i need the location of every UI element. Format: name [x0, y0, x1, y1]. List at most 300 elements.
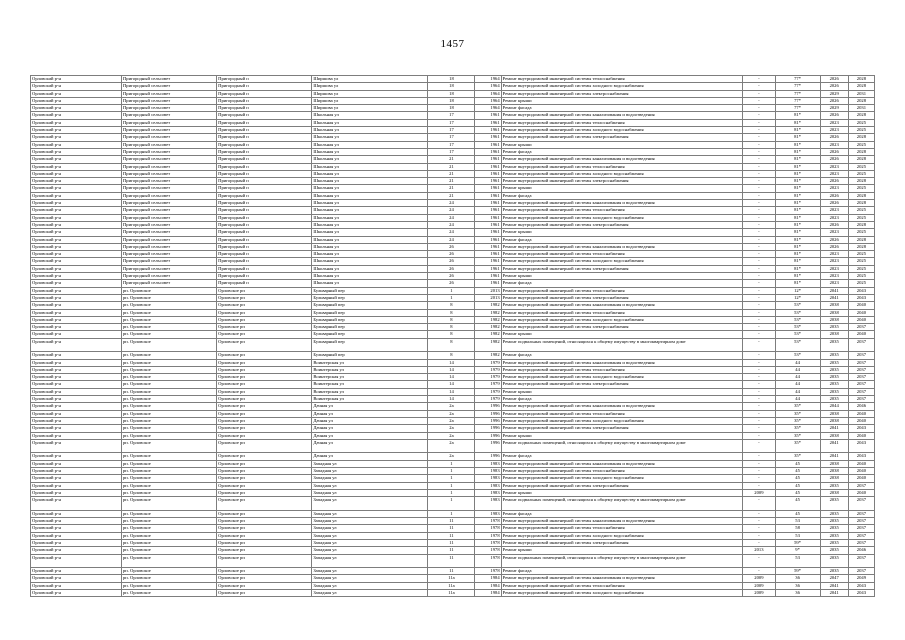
- house-number-cell: 24: [428, 236, 475, 243]
- street-cell: Бульварный пер: [312, 352, 428, 359]
- build-year-cell: 1961: [475, 134, 501, 141]
- municipality-cell: Пригородный сельсовет: [121, 221, 216, 228]
- build-year-cell: 1961: [475, 119, 501, 126]
- district-cell: Орловский р-н: [31, 510, 122, 517]
- start-year-cell: 2023: [820, 185, 848, 192]
- last-repair-year-cell: -: [743, 90, 775, 97]
- table-row: [31, 453, 875, 460]
- street-cell: Школьная ул: [312, 273, 428, 280]
- house-number-cell: 18: [428, 90, 475, 97]
- start-year-cell: 2035: [820, 547, 848, 554]
- last-repair-year-cell: 2009: [743, 590, 775, 597]
- last-repair-year-cell: -: [743, 280, 775, 287]
- start-year-cell: 2041: [820, 294, 848, 301]
- work-type-cell: Ремонт внутридомовой инженерной системы канализования и водоотведения: [501, 460, 743, 467]
- wear-cell: 81*: [775, 178, 820, 185]
- street-cell: Школьная ул: [312, 243, 428, 250]
- settlement-cell: Орловское рп: [217, 439, 312, 453]
- end-year-cell: 2025: [848, 163, 874, 170]
- table-row: [31, 352, 875, 359]
- house-number-cell: 1: [428, 468, 475, 475]
- wear-cell: 45: [775, 475, 820, 482]
- start-year-cell: 2035: [820, 324, 848, 331]
- start-year-cell: 2029: [820, 105, 848, 112]
- street-cell: Школьная ул: [312, 156, 428, 163]
- last-repair-year-cell: -: [743, 251, 775, 258]
- house-number-cell: 1: [428, 294, 475, 301]
- start-year-cell: 2041: [820, 425, 848, 432]
- work-type-cell: Ремонт фасада: [501, 192, 743, 199]
- table-row: [31, 221, 875, 228]
- street-cell: Школьная ул: [312, 178, 428, 185]
- municipality-cell: Пригородный сельсовет: [121, 265, 216, 272]
- last-repair-year-cell: -: [743, 178, 775, 185]
- build-year-cell: 1961: [475, 127, 501, 134]
- wear-cell: 53*: [775, 331, 820, 338]
- wear-cell: 81*: [775, 112, 820, 119]
- settlement-cell: Пригородный п: [217, 243, 312, 250]
- district-cell: Орловский р-н: [31, 359, 122, 366]
- settlement-cell: Орловское рп: [217, 352, 312, 359]
- municipality-cell: рп. Орловское: [121, 518, 216, 525]
- start-year-cell: 2026: [820, 76, 848, 83]
- street-cell: Западная ул: [312, 489, 428, 496]
- work-type-cell: Ремонт внутридомовой инженерной системы холодного водоснабжения: [501, 475, 743, 482]
- district-cell: Орловский р-н: [31, 83, 122, 90]
- municipality-cell: Пригородный сельсовет: [121, 141, 216, 148]
- start-year-cell: 2041: [820, 439, 848, 453]
- house-number-cell: 11а: [428, 582, 475, 589]
- end-year-cell: 2043: [848, 590, 874, 597]
- wear-cell: 12*: [775, 294, 820, 301]
- settlement-cell: Пригородный п: [217, 258, 312, 265]
- build-year-cell: 1979: [475, 359, 501, 366]
- wear-cell: 53: [775, 532, 820, 539]
- house-number-cell: 1: [428, 475, 475, 482]
- settlement-cell: Пригородный п: [217, 156, 312, 163]
- municipality-cell: рп. Орловское: [121, 294, 216, 301]
- wear-cell: 44: [775, 374, 820, 381]
- table-row: [31, 200, 875, 207]
- house-number-cell: 24: [428, 214, 475, 221]
- work-type-cell: Ремонт внутридомовой инженерной системы холодного водоснабжения: [501, 83, 743, 90]
- end-year-cell: 2037: [848, 525, 874, 532]
- table-row: [31, 568, 875, 575]
- municipality-cell: Пригородный сельсовет: [121, 83, 216, 90]
- house-number-cell: 11: [428, 532, 475, 539]
- last-repair-year-cell: -: [743, 170, 775, 177]
- build-year-cell: 1978: [475, 532, 501, 539]
- end-year-cell: 2040: [848, 468, 874, 475]
- table-row: [31, 302, 875, 309]
- house-number-cell: 26: [428, 280, 475, 287]
- end-year-cell: 2025: [848, 229, 874, 236]
- settlement-cell: Орловское рп: [217, 396, 312, 403]
- district-cell: Орловский р-н: [31, 156, 122, 163]
- house-number-cell: 17: [428, 119, 475, 126]
- work-type-cell: Ремонт внутридомовой инженерной системы электроснабжения: [501, 294, 743, 301]
- work-type-cell: Ремонт фасада: [501, 105, 743, 112]
- house-number-cell: 14: [428, 388, 475, 395]
- district-cell: Орловский р-н: [31, 590, 122, 597]
- end-year-cell: 2037: [848, 396, 874, 403]
- end-year-cell: 2046: [848, 403, 874, 410]
- end-year-cell: 2040: [848, 302, 874, 309]
- street-cell: Западная ул: [312, 460, 428, 467]
- last-repair-year-cell: -: [743, 112, 775, 119]
- work-type-cell: Ремонт подвальных помещений, относящихся к общему имуществу в многоквартирном доме: [501, 338, 743, 352]
- last-repair-year-cell: -: [743, 338, 775, 352]
- last-repair-year-cell: -: [743, 381, 775, 388]
- street-cell: Дачная ул: [312, 410, 428, 417]
- last-repair-year-cell: -: [743, 302, 775, 309]
- street-cell: Воинтерская ул: [312, 359, 428, 366]
- house-number-cell: 1: [428, 497, 475, 511]
- settlement-cell: Орловское рп: [217, 582, 312, 589]
- house-number-cell: 24: [428, 229, 475, 236]
- district-cell: Орловский р-н: [31, 432, 122, 439]
- district-cell: Орловский р-н: [31, 112, 122, 119]
- municipality-cell: Пригородный сельсовет: [121, 243, 216, 250]
- start-year-cell: 2038: [820, 460, 848, 467]
- build-year-cell: 1978: [475, 568, 501, 575]
- build-year-cell: 1982: [475, 352, 501, 359]
- municipality-cell: рп. Орловское: [121, 352, 216, 359]
- end-year-cell: 2037: [848, 568, 874, 575]
- start-year-cell: 2026: [820, 148, 848, 155]
- end-year-cell: 2037: [848, 532, 874, 539]
- build-year-cell: 1982: [475, 316, 501, 323]
- build-year-cell: 1961: [475, 163, 501, 170]
- district-cell: Орловский р-н: [31, 178, 122, 185]
- settlement-cell: Орловское рп: [217, 540, 312, 547]
- wear-cell: 81*: [775, 243, 820, 250]
- work-type-cell: Ремонт внутридомовой инженерной системы холодного водоснабжения: [501, 374, 743, 381]
- settlement-cell: Орловское рп: [217, 510, 312, 517]
- house-number-cell: 2а: [428, 403, 475, 410]
- last-repair-year-cell: -: [743, 432, 775, 439]
- work-type-cell: Ремонт внутридомовой инженерной системы электроснабжения: [501, 482, 743, 489]
- municipality-cell: Пригородный сельсовет: [121, 90, 216, 97]
- municipality-cell: рп. Орловское: [121, 460, 216, 467]
- build-year-cell: 1978: [475, 547, 501, 554]
- build-year-cell: 1984: [475, 590, 501, 597]
- street-cell: Школьная ул: [312, 119, 428, 126]
- street-cell: Школьная ул: [312, 236, 428, 243]
- settlement-cell: Орловское рп: [217, 489, 312, 496]
- district-cell: Орловский р-н: [31, 134, 122, 141]
- work-type-cell: Ремонт внутридомовой инженерной системы канализования и водоотведения: [501, 575, 743, 582]
- wear-cell: 45: [775, 489, 820, 496]
- work-type-cell: Ремонт внутридомовой инженерной системы канализования и водоотведения: [501, 359, 743, 366]
- last-repair-year-cell: -: [743, 221, 775, 228]
- last-repair-year-cell: -: [743, 83, 775, 90]
- build-year-cell: 1979: [475, 374, 501, 381]
- settlement-cell: Орловское рп: [217, 525, 312, 532]
- municipality-cell: рп. Орловское: [121, 316, 216, 323]
- work-type-cell: Ремонт внутридомовой инженерной системы холодного водоснабжения: [501, 532, 743, 539]
- wear-cell: 53*: [775, 302, 820, 309]
- street-cell: Западная ул: [312, 575, 428, 582]
- table-row: [31, 396, 875, 403]
- district-cell: Орловский р-н: [31, 381, 122, 388]
- table-row: [31, 331, 875, 338]
- house-number-cell: 17: [428, 134, 475, 141]
- build-year-cell: 1961: [475, 243, 501, 250]
- district-cell: Орловский р-н: [31, 489, 122, 496]
- last-repair-year-cell: -: [743, 352, 775, 359]
- district-cell: Орловский р-н: [31, 388, 122, 395]
- settlement-cell: Орловское рп: [217, 403, 312, 410]
- work-type-cell: Ремонт фасада: [501, 396, 743, 403]
- table-row: [31, 251, 875, 258]
- end-year-cell: 2037: [848, 497, 874, 511]
- house-number-cell: 24: [428, 221, 475, 228]
- settlement-cell: Пригородный п: [217, 236, 312, 243]
- settlement-cell: Пригородный п: [217, 200, 312, 207]
- wear-cell: 45: [775, 460, 820, 467]
- last-repair-year-cell: -: [743, 119, 775, 126]
- table-row: [31, 324, 875, 331]
- build-year-cell: 1961: [475, 156, 501, 163]
- house-number-cell: 11: [428, 525, 475, 532]
- municipality-cell: Пригородный сельсовет: [121, 178, 216, 185]
- build-year-cell: 1964: [475, 105, 501, 112]
- settlement-cell: Пригородный п: [217, 185, 312, 192]
- street-cell: Западная ул: [312, 547, 428, 554]
- district-cell: Орловский р-н: [31, 148, 122, 155]
- build-year-cell: 1961: [475, 258, 501, 265]
- house-number-cell: 21: [428, 185, 475, 192]
- build-year-cell: 1961: [475, 178, 501, 185]
- build-year-cell: 1982: [475, 309, 501, 316]
- settlement-cell: Орловское рп: [217, 532, 312, 539]
- municipality-cell: рп. Орловское: [121, 425, 216, 432]
- wear-cell: 81*: [775, 141, 820, 148]
- end-year-cell: 2025: [848, 170, 874, 177]
- settlement-cell: Орловское рп: [217, 475, 312, 482]
- house-number-cell: 18: [428, 76, 475, 83]
- work-type-cell: Ремонт подвальных помещений, относящихся к общему имуществу в многоквартирном доме: [501, 497, 743, 511]
- build-year-cell: 1996: [475, 403, 501, 410]
- house-number-cell: 8: [428, 352, 475, 359]
- end-year-cell: 2043: [848, 453, 874, 460]
- work-type-cell: Ремонт внутридомовой инженерной системы теплоснабжения: [501, 582, 743, 589]
- municipality-cell: рп. Орловское: [121, 482, 216, 489]
- last-repair-year-cell: 2009: [743, 489, 775, 496]
- start-year-cell: 2023: [820, 214, 848, 221]
- table-row: [31, 112, 875, 119]
- settlement-cell: Пригородный п: [217, 105, 312, 112]
- house-number-cell: 21: [428, 192, 475, 199]
- municipality-cell: рп. Орловское: [121, 287, 216, 294]
- start-year-cell: 2023: [820, 119, 848, 126]
- district-cell: Орловский р-н: [31, 90, 122, 97]
- end-year-cell: 2043: [848, 439, 874, 453]
- settlement-cell: Орловское рп: [217, 554, 312, 568]
- settlement-cell: Пригородный п: [217, 207, 312, 214]
- settlement-cell: Орловское рп: [217, 381, 312, 388]
- last-repair-year-cell: -: [743, 460, 775, 467]
- district-cell: Орловский р-н: [31, 338, 122, 352]
- house-number-cell: 26: [428, 273, 475, 280]
- district-cell: Орловский р-н: [31, 468, 122, 475]
- wear-cell: 45: [775, 482, 820, 489]
- district-cell: Орловский р-н: [31, 482, 122, 489]
- street-cell: Школьная ул: [312, 185, 428, 192]
- start-year-cell: 2035: [820, 396, 848, 403]
- municipality-cell: Пригородный сельсовет: [121, 192, 216, 199]
- end-year-cell: 2040: [848, 475, 874, 482]
- street-cell: Дачная ул: [312, 403, 428, 410]
- start-year-cell: 2035: [820, 482, 848, 489]
- house-number-cell: 1: [428, 460, 475, 467]
- table-row: [31, 366, 875, 373]
- settlement-cell: Орловское рп: [217, 468, 312, 475]
- work-type-cell: Ремонт внутридомовой инженерной системы теплоснабжения: [501, 309, 743, 316]
- build-year-cell: 1982: [475, 338, 501, 352]
- start-year-cell: 2026: [820, 97, 848, 104]
- district-cell: Орловский р-н: [31, 582, 122, 589]
- build-year-cell: 1978: [475, 518, 501, 525]
- house-number-cell: 14: [428, 374, 475, 381]
- last-repair-year-cell: -: [743, 417, 775, 424]
- house-number-cell: 14: [428, 396, 475, 403]
- end-year-cell: 2037: [848, 338, 874, 352]
- municipality-cell: Пригородный сельсовет: [121, 200, 216, 207]
- table-row: [31, 258, 875, 265]
- street-cell: Дачная ул: [312, 432, 428, 439]
- district-cell: Орловский р-н: [31, 280, 122, 287]
- start-year-cell: 2035: [820, 510, 848, 517]
- table-row: [31, 148, 875, 155]
- last-repair-year-cell: -: [743, 568, 775, 575]
- district-cell: Орловский р-н: [31, 273, 122, 280]
- last-repair-year-cell: -: [743, 425, 775, 432]
- house-number-cell: 21: [428, 178, 475, 185]
- start-year-cell: 2035: [820, 540, 848, 547]
- district-cell: Орловский р-н: [31, 119, 122, 126]
- work-type-cell: Ремонт внутридомовой инженерной системы канализования и водоотведения: [501, 403, 743, 410]
- table-row: [31, 403, 875, 410]
- wear-cell: 77*: [775, 76, 820, 83]
- street-cell: Бульварный пер: [312, 316, 428, 323]
- table-row: [31, 381, 875, 388]
- start-year-cell: 2044: [820, 403, 848, 410]
- house-number-cell: 18: [428, 97, 475, 104]
- house-number-cell: 14: [428, 381, 475, 388]
- last-repair-year-cell: -: [743, 497, 775, 511]
- house-number-cell: 17: [428, 148, 475, 155]
- wear-cell: 81*: [775, 273, 820, 280]
- municipality-cell: Пригородный сельсовет: [121, 280, 216, 287]
- build-year-cell: 1996: [475, 453, 501, 460]
- district-cell: Орловский р-н: [31, 309, 122, 316]
- build-year-cell: 1961: [475, 185, 501, 192]
- build-year-cell: 1978: [475, 540, 501, 547]
- work-type-cell: Ремонт внутридомовой инженерной системы теплоснабжения: [501, 207, 743, 214]
- municipality-cell: Пригородный сельсовет: [121, 163, 216, 170]
- start-year-cell: 2023: [820, 163, 848, 170]
- district-cell: Орловский р-н: [31, 97, 122, 104]
- house-number-cell: 21: [428, 163, 475, 170]
- house-number-cell: 18: [428, 83, 475, 90]
- table-row: [31, 425, 875, 432]
- end-year-cell: 2043: [848, 287, 874, 294]
- settlement-cell: Орловское рп: [217, 453, 312, 460]
- district-cell: Орловский р-н: [31, 127, 122, 134]
- start-year-cell: 2035: [820, 554, 848, 568]
- municipality-cell: Пригородный сельсовет: [121, 127, 216, 134]
- district-cell: Орловский р-н: [31, 352, 122, 359]
- municipality-cell: Пригородный сельсовет: [121, 207, 216, 214]
- table-row: [31, 540, 875, 547]
- municipality-cell: Пригородный сельсовет: [121, 105, 216, 112]
- start-year-cell: 2038: [820, 309, 848, 316]
- last-repair-year-cell: -: [743, 192, 775, 199]
- house-number-cell: 11: [428, 518, 475, 525]
- table-row: [31, 432, 875, 439]
- work-type-cell: Ремонт внутридомовой инженерной системы канализования и водоотведения: [501, 112, 743, 119]
- district-cell: Орловский р-н: [31, 243, 122, 250]
- table-row: [31, 119, 875, 126]
- street-cell: Бульварный пер: [312, 309, 428, 316]
- municipality-cell: рп. Орловское: [121, 453, 216, 460]
- start-year-cell: 2026: [820, 243, 848, 250]
- street-cell: Школьная ул: [312, 214, 428, 221]
- municipality-cell: рп. Орловское: [121, 359, 216, 366]
- wear-cell: 77*: [775, 83, 820, 90]
- end-year-cell: 2037: [848, 352, 874, 359]
- settlement-cell: Орловское рп: [217, 417, 312, 424]
- build-year-cell: 1961: [475, 170, 501, 177]
- street-cell: Школьная ул: [312, 280, 428, 287]
- settlement-cell: Пригородный п: [217, 90, 312, 97]
- settlement-cell: Орловское рп: [217, 568, 312, 575]
- settlement-cell: Орловское рп: [217, 374, 312, 381]
- table-row: [31, 287, 875, 294]
- end-year-cell: 2028: [848, 76, 874, 83]
- municipality-cell: рп. Орловское: [121, 568, 216, 575]
- settlement-cell: Пригородный п: [217, 273, 312, 280]
- end-year-cell: 2025: [848, 185, 874, 192]
- house-number-cell: 8: [428, 331, 475, 338]
- municipality-cell: Пригородный сельсовет: [121, 236, 216, 243]
- last-repair-year-cell: -: [743, 532, 775, 539]
- settlement-cell: Орловское рп: [217, 316, 312, 323]
- wear-cell: 81*: [775, 185, 820, 192]
- wear-cell: 44: [775, 388, 820, 395]
- district-cell: Орловский р-н: [31, 76, 122, 83]
- district-cell: Орловский р-н: [31, 396, 122, 403]
- wear-cell: 58: [775, 525, 820, 532]
- street-cell: Бульварный пер: [312, 294, 428, 301]
- municipality-cell: Пригородный сельсовет: [121, 170, 216, 177]
- street-cell: Школьная ул: [312, 112, 428, 119]
- district-cell: Орловский р-н: [31, 316, 122, 323]
- build-year-cell: 1996: [475, 410, 501, 417]
- table-row: [31, 105, 875, 112]
- municipality-cell: рп. Орловское: [121, 554, 216, 568]
- start-year-cell: 2023: [820, 280, 848, 287]
- build-year-cell: 1996: [475, 425, 501, 432]
- wear-cell: 44: [775, 396, 820, 403]
- settlement-cell: Орловское рп: [217, 287, 312, 294]
- district-cell: Орловский р-н: [31, 425, 122, 432]
- end-year-cell: 2025: [848, 280, 874, 287]
- build-year-cell: 1983: [475, 497, 501, 511]
- start-year-cell: 2038: [820, 331, 848, 338]
